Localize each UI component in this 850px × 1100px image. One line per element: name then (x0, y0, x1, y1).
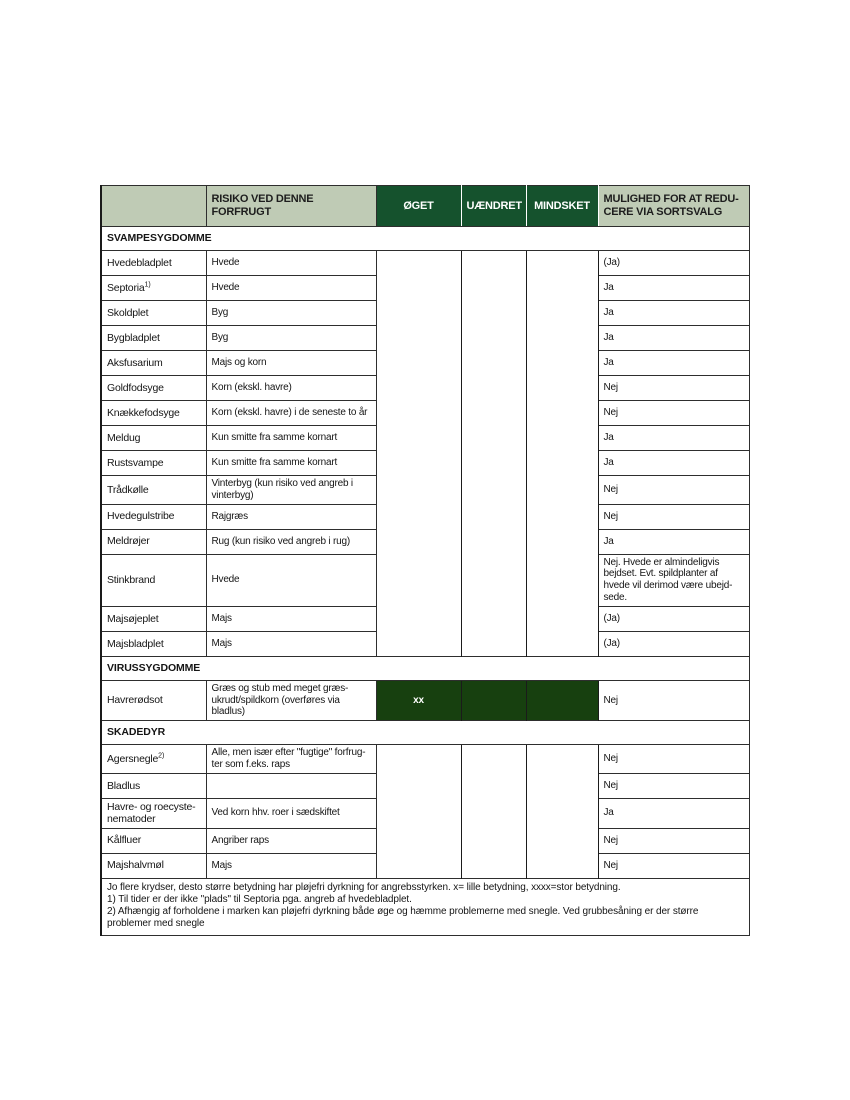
forfrugt-risk-cell: Kun smitte fra samme kornart (206, 426, 376, 451)
mindsket-text: x (559, 432, 565, 444)
sortsvalg-cell: Nej (598, 680, 749, 720)
mindsket-text: x (559, 834, 565, 846)
disease-name-cell (101, 606, 206, 631)
table-row-tr-dk-lle (101, 476, 749, 505)
sortsvalg-cell: Nej (598, 376, 749, 401)
name-text: Skoldplet (107, 306, 149, 319)
mindsket-mark-cell (526, 828, 598, 853)
name-text: Goldfodsyge (107, 381, 164, 394)
oget-mark-cell (376, 529, 461, 554)
disease-name-cell (101, 504, 206, 529)
table-row-meldug (101, 426, 749, 451)
section-row-skadedyr (101, 721, 749, 745)
oget-text: xx (413, 483, 424, 495)
mindsket-mark-cell (526, 476, 598, 505)
mindsket-mark-cell (526, 798, 598, 828)
section-row-virussygdomme (101, 656, 749, 680)
oget-mark-cell (376, 351, 461, 376)
forfrugt-risk-cell: Hvede (206, 554, 376, 606)
disease-name-cell (101, 401, 206, 426)
disease-name-cell (101, 476, 206, 505)
table-row-k-lfluer (101, 828, 749, 853)
oget-mark-cell (376, 401, 461, 426)
table-row-goldfodsyge (101, 376, 749, 401)
table-header-row (101, 186, 749, 227)
mindsket-text: x (559, 779, 565, 791)
table-row-kn-kkefodsyge (101, 401, 749, 426)
disease-name-cell (101, 828, 206, 853)
mindsket-mark-cell (526, 853, 598, 878)
name-text: Havre- og roecyste-nematoder (107, 800, 196, 826)
footnote-1: 1) Til tider er der ikke "plads" til Septoria pga. angreb af hvedebladplet. (107, 893, 412, 905)
sortsvalg-cell: (Ja) (598, 251, 749, 276)
mindsket-mark-cell (526, 251, 598, 276)
name-text: Meldrøjer (107, 535, 150, 548)
forfrugt-risk-cell: Græs og stub med meget græs-ukrudt/spildkorn (overføres via bladlus) (206, 680, 376, 720)
mindsket-mark-cell (526, 426, 598, 451)
forfrugt-risk-cell: Byg (206, 326, 376, 351)
oget-mark-cell (376, 476, 461, 505)
disease-name-cell (101, 426, 206, 451)
forfrugt-risk-cell: Majs (206, 853, 376, 878)
sortsvalg-cell: Nej. Hvede er almindeligvis bejdset. Evt. spildplanter af hvede vil derimod være ubejdsede. (598, 554, 749, 606)
table-row-hvedegulstribe (101, 504, 749, 529)
mindsket-mark-cell (526, 351, 598, 376)
uaendret-mark-cell (461, 554, 526, 606)
oget-text: xxxx (407, 257, 430, 269)
disease-name-cell (101, 853, 206, 878)
sortsvalg-cell: Ja (598, 351, 749, 376)
oget-mark-cell (376, 276, 461, 301)
sortsvalg-cell: Nej (598, 745, 749, 774)
oget-text: xxxx (407, 612, 430, 624)
header-uaendret: UÆNDRET (461, 186, 526, 227)
mindsket-mark-cell (526, 606, 598, 631)
name-superscript: 2) (158, 752, 165, 760)
name-text: Knækkefodsyge (107, 406, 180, 419)
uaendret-mark-cell (461, 773, 526, 798)
table-row-majsbladplet (101, 631, 749, 656)
disease-name-cell (101, 631, 206, 656)
uaendret-mark-cell (461, 828, 526, 853)
oget-mark-cell (376, 326, 461, 351)
mindsket-mark-cell (526, 504, 598, 529)
oget-text: xxxx (407, 637, 430, 649)
forfrugt-risk-cell: Majs (206, 631, 376, 656)
mindsket-superscript: 1) (561, 280, 568, 288)
oget-text: x (415, 457, 422, 469)
sortsvalg-cell: Nej (598, 504, 749, 529)
disease-name-cell (101, 798, 206, 828)
name-text: Majsøjeplet (107, 612, 159, 625)
table-row-agersnegle (101, 745, 749, 774)
table-row-meldr-jer (101, 529, 749, 554)
table-row-bygbladplet (101, 326, 749, 351)
table-row-skoldplet (101, 301, 749, 326)
footnote-2: 2) Afhængig af forholdene i marken kan pløjefri dyrkning både øge og hæmme problemerne med snegle. Ved grubbesåning er der større problemer med snegle (107, 905, 699, 930)
table-row-majshalvm-l (101, 853, 749, 878)
name-text: Agersnegle (107, 752, 159, 765)
oget-text: xx (413, 307, 424, 319)
oget-text: xxx (407, 753, 424, 765)
forfrugt-risk-cell: Alle, men især efter "fugtige" forfrugter som f.eks. raps (206, 745, 376, 774)
uaendret-mark-cell (461, 451, 526, 476)
mindsket-mark-cell (526, 376, 598, 401)
mindsket-mark-cell (526, 631, 598, 656)
oget-mark-cell (376, 631, 461, 656)
sortsvalg-cell: Ja (598, 276, 749, 301)
sortsvalg-cell: Nej (598, 476, 749, 505)
sortsvalg-cell: (Ja) (598, 631, 749, 656)
sortsvalg-cell: Ja (598, 426, 749, 451)
sortsvalg-cell: Nej (598, 401, 749, 426)
table-body (101, 227, 749, 879)
name-text: Meldug (107, 431, 141, 444)
forfrugt-risk-cell: Hvede (206, 276, 376, 301)
name-text: Kålfluer (107, 834, 142, 847)
disease-name-cell (101, 529, 206, 554)
mindsket-text: (x) (556, 382, 568, 394)
forfrugt-risk-cell: Korn (ekskl. havre) i de seneste to år (206, 401, 376, 426)
table-row-septoria (101, 276, 749, 301)
forfrugt-risk-cell: Korn (ekskl. havre) (206, 376, 376, 401)
name-text: Hvedegulstribe (107, 510, 175, 523)
uaendret-mark-cell (461, 401, 526, 426)
disease-name-cell (101, 351, 206, 376)
disease-name-cell (101, 301, 206, 326)
oget-mark-cell (376, 606, 461, 631)
oget-text: xx (413, 332, 424, 344)
forfrugt-risk-cell (206, 773, 376, 798)
uaendret-text: x (487, 753, 494, 765)
disease-name-cell (101, 251, 206, 276)
mindsket-mark-cell (526, 554, 598, 606)
uaendret-mark-cell (461, 326, 526, 351)
oget-mark-cell (376, 828, 461, 853)
disease-name-cell (101, 326, 206, 351)
mindsket-mark-cell (526, 401, 598, 426)
oget-mark-cell (376, 504, 461, 529)
sortsvalg-cell: Ja (598, 798, 749, 828)
mindsket-text: x (559, 807, 565, 819)
section-title: VIRUSSYGDOMME (101, 656, 749, 680)
header-mindsket: MINDSKET (526, 186, 598, 227)
oget-superscript: 2) (423, 751, 430, 759)
uaendret-mark-cell (461, 853, 526, 878)
mindsket-mark-cell (526, 773, 598, 798)
uaendret-text: x (490, 407, 497, 419)
mindsket-mark-cell (526, 745, 598, 774)
sortsvalg-cell: Nej (598, 853, 749, 878)
uaendret-mark-cell (461, 426, 526, 451)
oget-text: xxx (410, 357, 427, 369)
disease-name-cell (101, 376, 206, 401)
name-superscript: 1) (144, 281, 151, 289)
sortsvalg-cell: (Ja) (598, 606, 749, 631)
forfrugt-risk-cell: Rug (kun risiko ved angreb i rug) (206, 529, 376, 554)
table-row-havre-og-roecyste-nematoder (101, 798, 749, 828)
uaendret-text: x (490, 282, 497, 294)
footnote-row (101, 878, 749, 936)
footnote-legend: Jo flere krydser, desto større betydning har pløjefri dyrkning for angrebsstyrken. x= lille betydning, xxxx=stor betydning. (107, 881, 621, 893)
table-row-bladlus (101, 773, 749, 798)
name-text: Bygbladplet (107, 331, 160, 344)
forfrugt-risk-cell: Kun smitte fra samme kornart (206, 451, 376, 476)
oget-mark-cell (376, 426, 461, 451)
name-text: Rustsvampe (107, 456, 164, 469)
oget-mark-cell (376, 745, 461, 774)
name-text: Majsbladplet (107, 637, 164, 650)
oget-mark-cell (376, 251, 461, 276)
mindsket-mark-cell (526, 529, 598, 554)
oget-text: xx (413, 694, 424, 706)
table-row-rustsvampe (101, 451, 749, 476)
oget-text: xx (413, 535, 424, 547)
forfrugt-risk-cell: Majs (206, 606, 376, 631)
oget-mark-cell (376, 773, 461, 798)
table-row-hvedebladplet (101, 251, 749, 276)
forfrugt-risk-table (100, 185, 750, 936)
disease-name-cell (101, 276, 206, 301)
mindsket-mark-cell (526, 276, 598, 301)
name-text: Bladlus (107, 779, 141, 792)
header-oget: ØGET (376, 186, 461, 227)
uaendret-text: x (490, 382, 497, 394)
section-title: SKADEDYR (101, 721, 749, 745)
disease-name-cell (101, 773, 206, 798)
disease-name-cell (101, 554, 206, 606)
sortsvalg-cell: Nej (598, 773, 749, 798)
section-title: SVAMPESYGDOMME (101, 227, 749, 251)
mindsket-mark-cell (526, 680, 598, 720)
table-row-aksfusarium (101, 351, 749, 376)
name-text: Hvedebladplet (107, 256, 172, 269)
mindsket-text: x (556, 282, 562, 294)
oget-mark-cell (376, 376, 461, 401)
uaendret-mark-cell (461, 798, 526, 828)
name-text: Majshalvmøl (107, 859, 164, 872)
name-text: Septoria (107, 281, 145, 294)
uaendret-mark-cell (461, 251, 526, 276)
sortsvalg-cell: Ja (598, 451, 749, 476)
uaendret-mark-cell (461, 504, 526, 529)
sortsvalg-cell: Ja (598, 529, 749, 554)
section-row-svampesygdomme (101, 227, 749, 251)
oget-mark-cell (376, 301, 461, 326)
table-row-majs-jeplet (101, 606, 749, 631)
mindsket-mark-cell (526, 301, 598, 326)
forfrugt-risk-cell: Angriber raps (206, 828, 376, 853)
sortsvalg-cell: Nej (598, 828, 749, 853)
oget-mark-cell (376, 680, 461, 720)
name-text: Stinkbrand (107, 574, 156, 586)
oget-text: xx (413, 510, 424, 522)
uaendret-mark-cell (461, 301, 526, 326)
disease-name-cell (101, 745, 206, 774)
uaendret-mark-cell (461, 529, 526, 554)
name-text: Trådkølle (107, 483, 149, 496)
table-row-havrer-dsot (101, 680, 749, 720)
oget-mark-cell (376, 451, 461, 476)
disease-name-cell (101, 680, 206, 720)
forfrugt-risk-cell: Ved korn hhv. roer i sædskiftet (206, 798, 376, 828)
header-blank-cell (101, 186, 206, 227)
uaendret-mark-cell (461, 680, 526, 720)
uaendret-mark-cell (461, 745, 526, 774)
forfrugt-risk-cell: Rajgræs (206, 504, 376, 529)
table-row-stinkbrand (101, 554, 749, 606)
uaendret-mark-cell (461, 476, 526, 505)
header-mulighed: MULIGHED FOR AT REDU-CERE VIA SORTSVALG (598, 186, 749, 227)
oget-mark-cell (376, 554, 461, 606)
sortsvalg-cell: Ja (598, 326, 749, 351)
uaendret-mark-cell (461, 276, 526, 301)
header-risiko: RISIKO VED DENNE FORFRUGT (206, 186, 376, 227)
forfrugt-risk-cell: Majs og korn (206, 351, 376, 376)
oget-mark-cell (376, 853, 461, 878)
forfrugt-risk-cell: Vinterbyg (kun risiko ved angreb i vinterbyg) (206, 476, 376, 505)
forfrugt-risk-cell: Hvede (206, 251, 376, 276)
uaendret-mark-cell (461, 606, 526, 631)
forfrugt-risk-cell: Byg (206, 301, 376, 326)
name-text: Havrerødsot (107, 694, 163, 707)
uaendret-superscript: 2) (493, 751, 500, 759)
oget-text: xxxx (407, 859, 430, 871)
name-text: Aksfusarium (107, 356, 163, 369)
uaendret-mark-cell (461, 631, 526, 656)
mindsket-mark-cell (526, 451, 598, 476)
sortsvalg-cell: Ja (598, 301, 749, 326)
uaendret-mark-cell (461, 376, 526, 401)
oget-mark-cell (376, 798, 461, 828)
table-footnote (101, 878, 749, 936)
mindsket-mark-cell (526, 326, 598, 351)
oget-text: x (415, 574, 422, 586)
uaendret-mark-cell (461, 351, 526, 376)
disease-name-cell (101, 451, 206, 476)
